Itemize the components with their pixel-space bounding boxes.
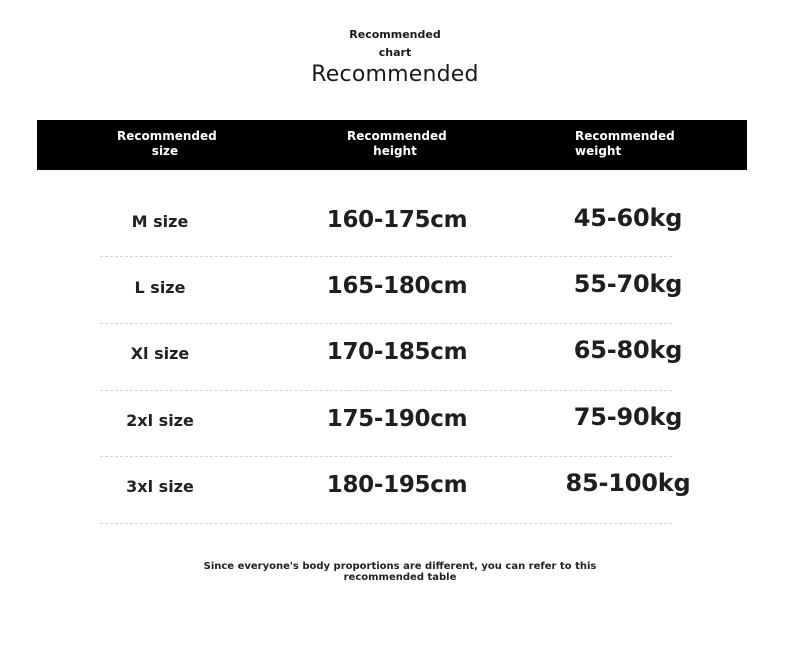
- row-height: 170-185cm: [326, 339, 468, 365]
- kicker-line-1: Recommended: [349, 28, 441, 41]
- row-weight: 45-60kg: [573, 204, 683, 232]
- header-height-line-2: height: [373, 144, 417, 158]
- row-weight: 55-70kg: [573, 270, 683, 298]
- footnote: [195, 561, 605, 583]
- header-size: [117, 129, 217, 159]
- table-row: [0, 190, 790, 256]
- row-divider: [100, 523, 672, 524]
- table-row: [0, 389, 790, 455]
- row-height: 160-175cm: [326, 207, 468, 233]
- table-row: [0, 455, 790, 521]
- row-size: Xl size: [130, 344, 190, 363]
- footnote-line-1: Since everyone's body proportions are different, you can refer to this: [203, 561, 597, 572]
- table-row: [0, 256, 790, 322]
- row-size: 2xl size: [126, 411, 194, 430]
- header-weight: [575, 129, 685, 159]
- header-height: [347, 129, 447, 159]
- header-weight-line-2: weight: [575, 144, 622, 158]
- row-size: 3xl size: [126, 477, 194, 496]
- header-size-line-1: Recommended: [117, 129, 217, 143]
- row-size: M size: [131, 212, 189, 231]
- header-weight-line-1: Recommended: [575, 129, 675, 143]
- table-row: [0, 322, 790, 388]
- footnote-line-2: recommended table: [343, 572, 457, 583]
- row-size: L size: [134, 278, 186, 297]
- row-weight: 75-90kg: [573, 403, 683, 431]
- row-weight: 65-80kg: [573, 336, 683, 364]
- table-header: [37, 120, 747, 170]
- header-size-line-2: size: [151, 144, 179, 158]
- row-height: 180-195cm: [326, 472, 468, 498]
- row-weight: 85-100kg: [565, 469, 691, 497]
- row-height: 165-180cm: [326, 273, 468, 299]
- row-height: 175-190cm: [326, 406, 468, 432]
- header-height-line-1: Recommended: [347, 129, 447, 143]
- chart-kicker: [0, 26, 790, 62]
- kicker-line-2: chart: [378, 46, 412, 59]
- page-title: Recommended: [311, 62, 479, 87]
